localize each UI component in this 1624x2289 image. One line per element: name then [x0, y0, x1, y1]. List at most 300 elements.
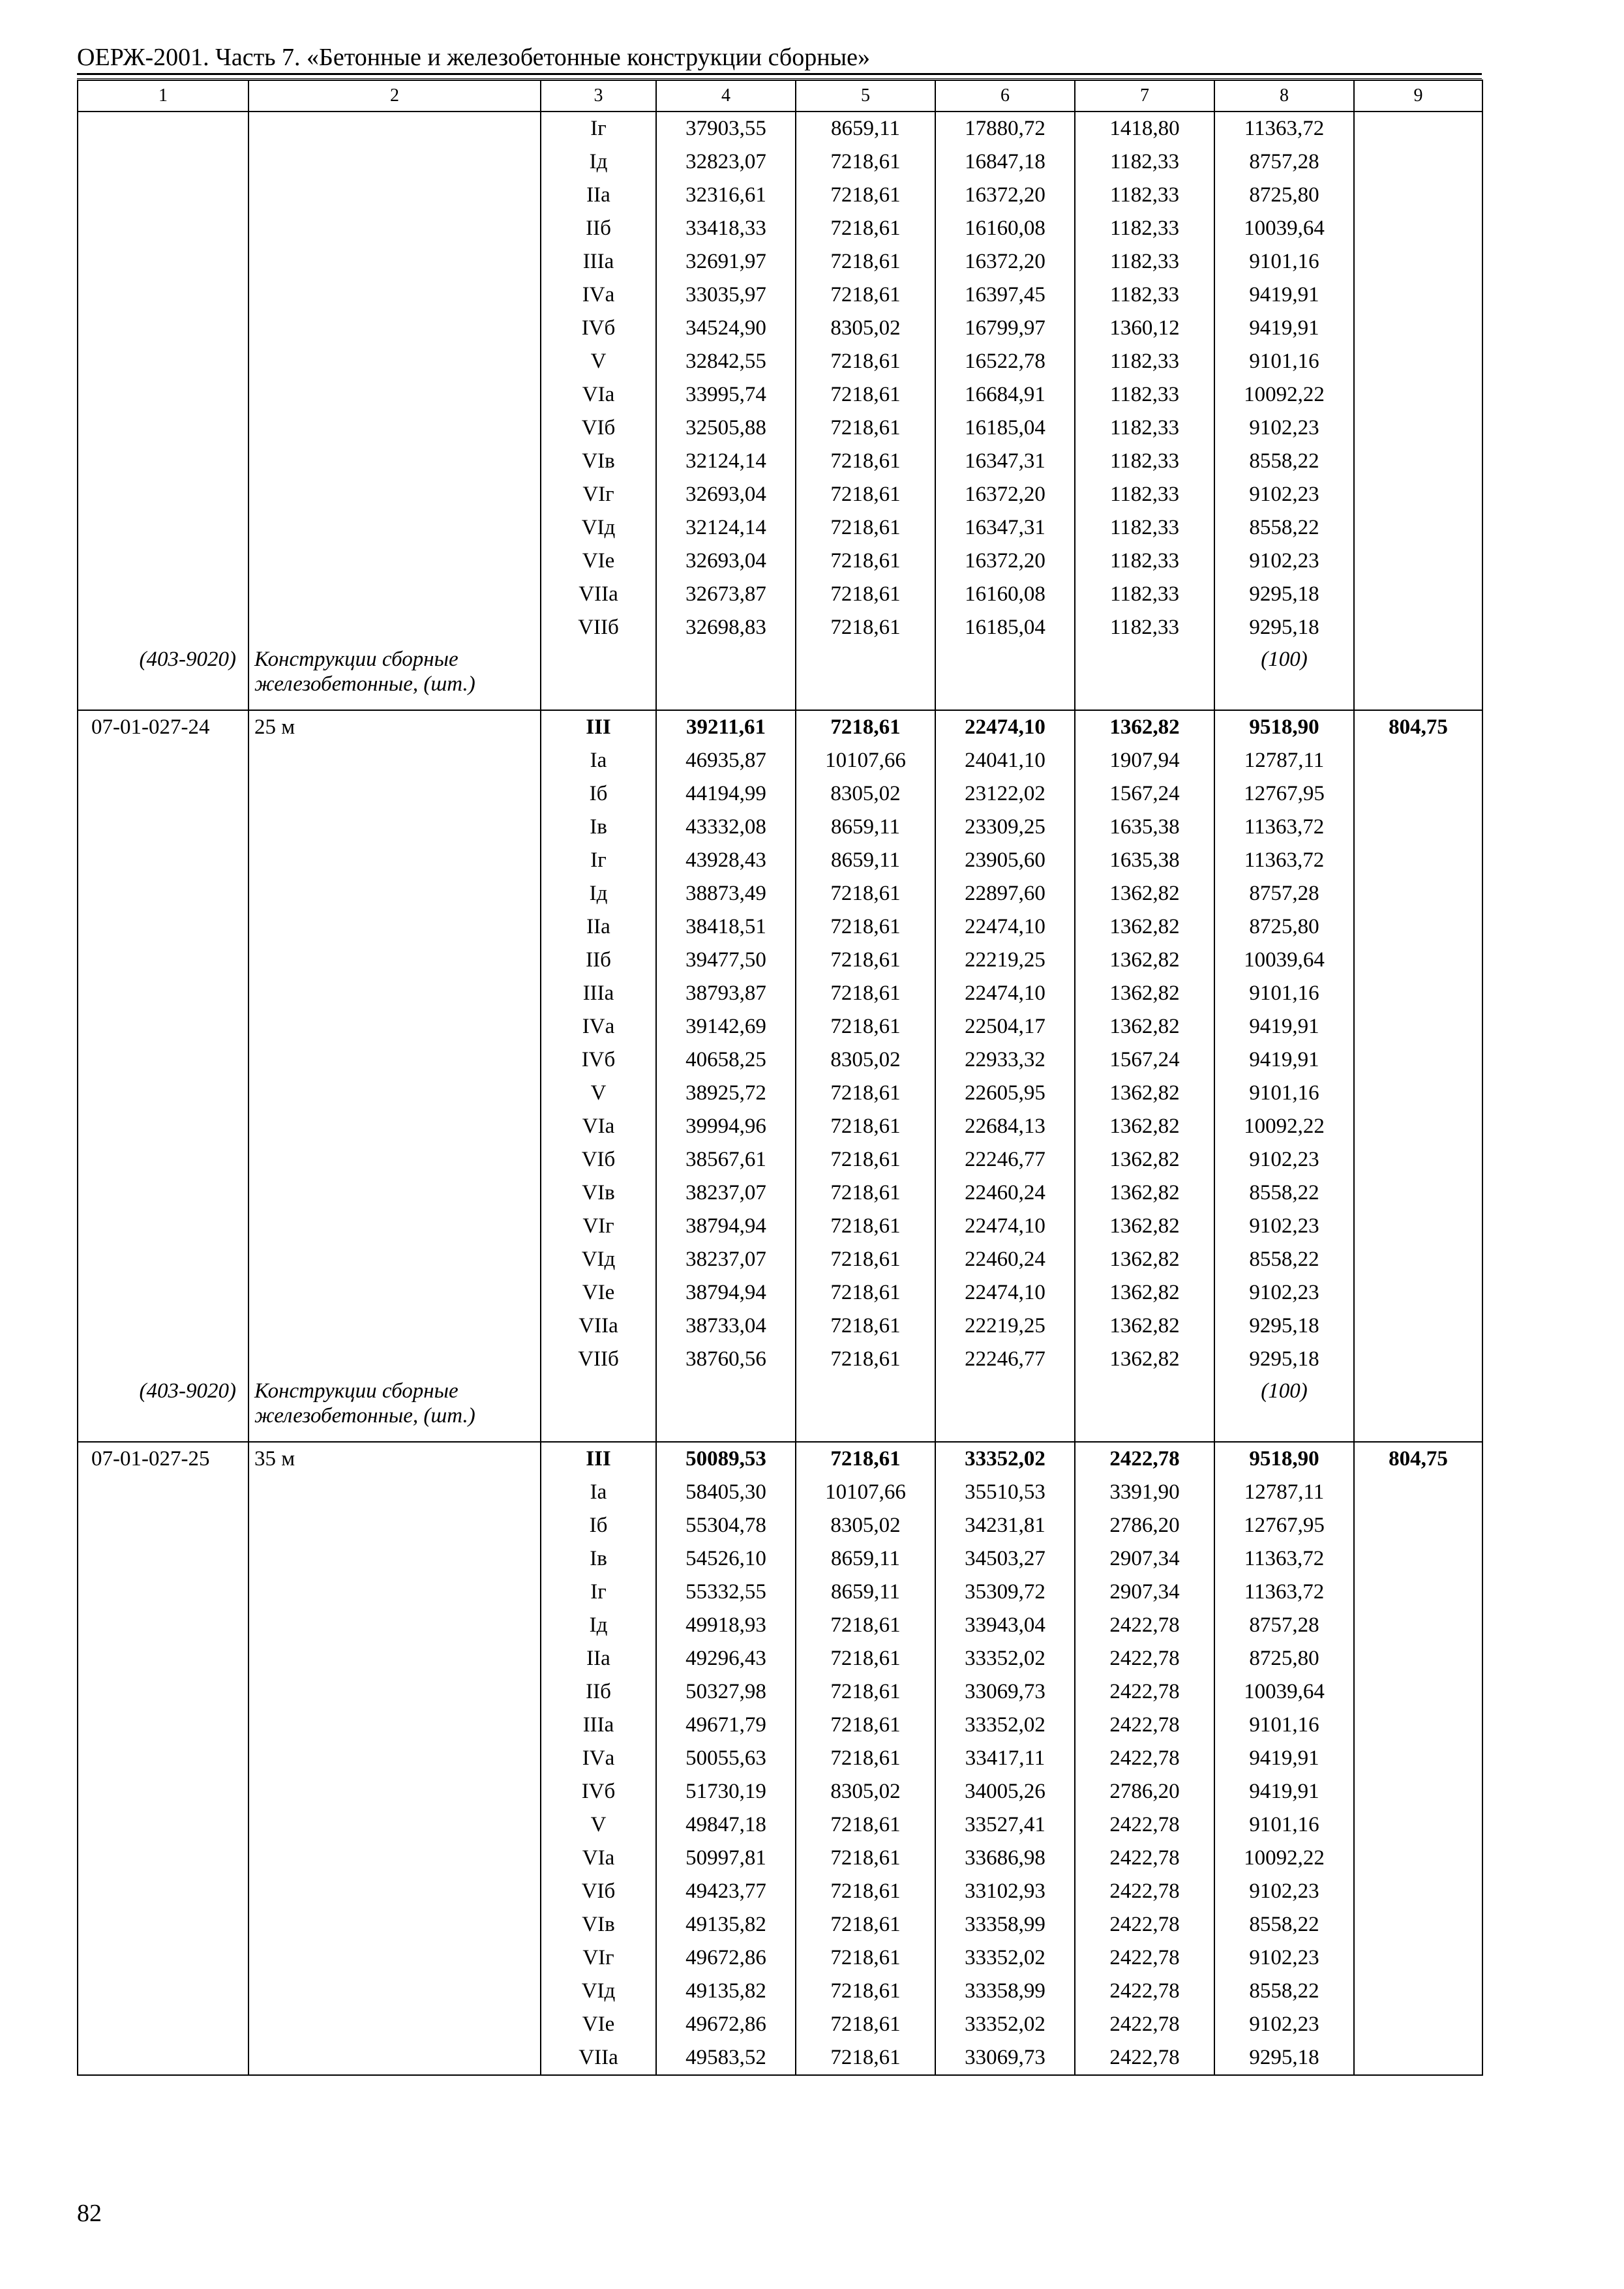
- table-row: [78, 1210, 1482, 1243]
- value-cell: 2422,78: [1075, 1609, 1214, 1642]
- table-row: [78, 345, 1482, 378]
- table-row: [78, 578, 1482, 611]
- value-cell: 23122,02: [935, 777, 1075, 811]
- value-cell: 7218,61: [796, 245, 935, 278]
- table-row: [78, 844, 1482, 877]
- empty-cell: [1354, 977, 1482, 1010]
- region-cell: V: [541, 345, 656, 378]
- table-row: [78, 1276, 1482, 1309]
- value-cell: 8659,11: [796, 811, 935, 844]
- empty-cell: [248, 844, 541, 877]
- value-cell: 46935,87: [656, 744, 796, 777]
- column-header: 3: [541, 80, 656, 112]
- value-cell: 8305,02: [796, 1509, 935, 1542]
- value-cell: 16372,20: [935, 478, 1075, 511]
- value-cell: 8558,22: [1214, 511, 1354, 545]
- empty-cell: [1354, 1908, 1482, 1941]
- empty-cell: [78, 578, 248, 611]
- value-cell: 1182,33: [1075, 478, 1214, 511]
- value-cell: 22246,77: [935, 1143, 1075, 1176]
- value-cell: 33686,98: [935, 1842, 1075, 1875]
- empty-cell: [248, 1476, 541, 1509]
- value-cell: 7218,61: [796, 445, 935, 478]
- region-cell: VIд: [541, 1975, 656, 2008]
- value-cell: 7218,61: [796, 1243, 935, 1276]
- empty-cell: [248, 1077, 541, 1110]
- value-cell: 54526,10: [656, 1542, 796, 1576]
- value-cell: 7218,61: [796, 1875, 935, 1908]
- region-cell: III: [541, 710, 656, 744]
- empty-cell: [1354, 1309, 1482, 1343]
- value-cell: 22605,95: [935, 1077, 1075, 1110]
- value-cell: 8558,22: [1214, 1243, 1354, 1276]
- resource-qty: (100): [1214, 644, 1354, 710]
- table-row: [78, 1908, 1482, 1941]
- value-cell: 9101,16: [1214, 245, 1354, 278]
- empty-cell: [248, 1110, 541, 1143]
- table-row: [78, 1343, 1482, 1376]
- empty-cell: [248, 1010, 541, 1043]
- empty-cell: [1354, 1742, 1482, 1775]
- empty-cell: [78, 1077, 248, 1110]
- value-cell: 1362,82: [1075, 1110, 1214, 1143]
- value-cell: 1418,80: [1075, 112, 1214, 145]
- empty-cell: [1354, 411, 1482, 445]
- value-cell: 33069,73: [935, 2041, 1075, 2075]
- empty-cell: [78, 1210, 248, 1243]
- empty-cell: [1354, 1775, 1482, 1808]
- empty-cell: [78, 511, 248, 545]
- empty-cell: [1354, 1476, 1482, 1509]
- header-rule-thin: [77, 78, 1482, 79]
- value-cell: 43332,08: [656, 811, 796, 844]
- value-cell: 1182,33: [1075, 611, 1214, 644]
- header-rule: [77, 73, 1482, 75]
- value-cell: 17880,72: [935, 112, 1075, 145]
- value-cell: 2422,78: [1075, 1642, 1214, 1675]
- empty-cell: [78, 611, 248, 644]
- empty-cell: [656, 1376, 796, 1442]
- value-cell: 7218,61: [796, 345, 935, 378]
- empty-cell: [78, 212, 248, 245]
- value-cell: 1182,33: [1075, 179, 1214, 212]
- value-cell: 9102,23: [1214, 545, 1354, 578]
- empty-cell: [248, 1742, 541, 1775]
- empty-cell: [248, 1576, 541, 1609]
- empty-cell: [248, 1176, 541, 1210]
- region-cell: VIб: [541, 411, 656, 445]
- value-cell: 22460,24: [935, 1176, 1075, 1210]
- value-cell: 7218,61: [796, 1808, 935, 1842]
- table-row: [78, 445, 1482, 478]
- region-cell: IVб: [541, 1775, 656, 1808]
- empty-cell: [1354, 611, 1482, 644]
- value-cell: 1360,12: [1075, 312, 1214, 345]
- table-row: [78, 744, 1482, 777]
- resource-name: Конструкции сборные железобетонные, (шт.): [248, 1376, 541, 1442]
- value-cell: 39142,69: [656, 1010, 796, 1043]
- value-cell: 2422,78: [1075, 1742, 1214, 1775]
- empty-cell: [1354, 478, 1482, 511]
- region-cell: VIв: [541, 1908, 656, 1941]
- region-cell: IIIа: [541, 977, 656, 1010]
- table-row: [78, 212, 1482, 245]
- value-cell: 1182,33: [1075, 212, 1214, 245]
- table-row: [78, 378, 1482, 411]
- value-cell: 22219,25: [935, 944, 1075, 977]
- empty-cell: [248, 1509, 541, 1542]
- region-cell: IVа: [541, 1010, 656, 1043]
- region-cell: Iб: [541, 777, 656, 811]
- empty-cell: [935, 1376, 1075, 1442]
- empty-cell: [248, 944, 541, 977]
- value-cell: 1362,82: [1075, 1276, 1214, 1309]
- value-cell: 7218,61: [796, 1309, 935, 1343]
- empty-cell: [78, 112, 248, 145]
- empty-cell: [1354, 179, 1482, 212]
- value-cell: 2907,34: [1075, 1576, 1214, 1609]
- empty-cell: [1354, 1709, 1482, 1742]
- region-cell: Iг: [541, 844, 656, 877]
- value-cell: 1362,82: [1075, 1210, 1214, 1243]
- value-cell: 38760,56: [656, 1343, 796, 1376]
- value-cell: 1182,33: [1075, 445, 1214, 478]
- value-cell: 1362,82: [1075, 1176, 1214, 1210]
- value-cell: 49583,52: [656, 2041, 796, 2075]
- region-cell: V: [541, 1808, 656, 1842]
- value-cell: 49671,79: [656, 1709, 796, 1742]
- value-cell: 7218,61: [796, 1442, 935, 1476]
- table-row: [78, 1941, 1482, 1975]
- item-name: 35 м: [248, 1442, 541, 1476]
- empty-cell: [248, 2008, 541, 2041]
- value-cell: 8558,22: [1214, 1908, 1354, 1941]
- table-row: [78, 811, 1482, 844]
- value-cell: 7218,61: [796, 2041, 935, 2075]
- empty-cell: [796, 644, 935, 710]
- region-cell: IIб: [541, 944, 656, 977]
- value-cell: 7218,61: [796, 611, 935, 644]
- value-cell: 16160,08: [935, 578, 1075, 611]
- value-cell: 50055,63: [656, 1742, 796, 1775]
- value-cell: 1362,82: [1075, 1309, 1214, 1343]
- empty-cell: [541, 1376, 656, 1442]
- value-cell: 7218,61: [796, 1343, 935, 1376]
- value-cell: 2786,20: [1075, 1509, 1214, 1542]
- empty-cell: [1075, 644, 1214, 710]
- value-cell: 16185,04: [935, 611, 1075, 644]
- empty-cell: [78, 2041, 248, 2075]
- region-cell: VIа: [541, 1110, 656, 1143]
- table-row: [78, 1110, 1482, 1143]
- value-cell: 22246,77: [935, 1343, 1075, 1376]
- value-cell: 22460,24: [935, 1243, 1075, 1276]
- value-cell: 9295,18: [1214, 2041, 1354, 2075]
- value-cell: 10092,22: [1214, 378, 1354, 411]
- empty-cell: [656, 644, 796, 710]
- value-cell: 32124,14: [656, 445, 796, 478]
- empty-cell: [1354, 245, 1482, 278]
- empty-cell: [78, 1808, 248, 1842]
- value-cell: 16347,31: [935, 511, 1075, 545]
- value-cell: 7218,61: [796, 1709, 935, 1742]
- empty-cell: [248, 1675, 541, 1709]
- value-cell: 34524,90: [656, 312, 796, 345]
- empty-cell: [1354, 1176, 1482, 1210]
- table-row: [78, 1509, 1482, 1542]
- value-cell: 34231,81: [935, 1509, 1075, 1542]
- region-cell: IIа: [541, 179, 656, 212]
- value-cell: 8305,02: [796, 1043, 935, 1077]
- value-cell: 8757,28: [1214, 145, 1354, 179]
- value-cell: 8558,22: [1214, 1176, 1354, 1210]
- value-cell: 50997,81: [656, 1842, 796, 1875]
- empty-cell: [248, 1842, 541, 1875]
- value-cell: 9101,16: [1214, 1077, 1354, 1110]
- region-cell: VIIб: [541, 611, 656, 644]
- empty-cell: [78, 910, 248, 944]
- table-row: [78, 1742, 1482, 1775]
- empty-cell: [248, 1343, 541, 1376]
- value-cell: 9518,90: [1214, 1442, 1354, 1476]
- value-cell: 7218,61: [796, 910, 935, 944]
- value-cell: 9101,16: [1214, 1709, 1354, 1742]
- value-cell: 39211,61: [656, 710, 796, 744]
- value-cell: 7218,61: [796, 545, 935, 578]
- value-cell: 35510,53: [935, 1476, 1075, 1509]
- resource-code: (403-9020): [78, 1376, 248, 1442]
- region-cell: IIб: [541, 212, 656, 245]
- empty-cell: [78, 1010, 248, 1043]
- table-row: [78, 1309, 1482, 1343]
- empty-cell: [1354, 1210, 1482, 1243]
- value-cell: 2422,78: [1075, 1709, 1214, 1742]
- empty-cell: [78, 245, 248, 278]
- value-cell: 2422,78: [1075, 1975, 1214, 2008]
- value-cell: 1182,33: [1075, 145, 1214, 179]
- value-cell: 9102,23: [1214, 1143, 1354, 1176]
- table-row: [78, 1675, 1482, 1709]
- empty-cell: [248, 2041, 541, 2075]
- empty-cell: [78, 1343, 248, 1376]
- value-cell: 49296,43: [656, 1642, 796, 1675]
- empty-cell: [1354, 1243, 1482, 1276]
- region-cell: VIв: [541, 1176, 656, 1210]
- value-cell: 49847,18: [656, 1808, 796, 1842]
- value-cell: 9419,91: [1214, 278, 1354, 312]
- value-cell: 22474,10: [935, 1210, 1075, 1243]
- region-cell: VIа: [541, 378, 656, 411]
- empty-cell: [248, 1043, 541, 1077]
- value-cell: 16684,91: [935, 378, 1075, 411]
- value-cell: 1362,82: [1075, 877, 1214, 910]
- empty-cell: [78, 1542, 248, 1576]
- empty-cell: [1354, 1110, 1482, 1143]
- empty-cell: [248, 445, 541, 478]
- value-cell: 33035,97: [656, 278, 796, 312]
- region-cell: VIд: [541, 511, 656, 545]
- empty-cell: [248, 1941, 541, 1975]
- empty-cell: [1354, 545, 1482, 578]
- table-row: [78, 710, 1482, 744]
- value-cell: 33417,11: [935, 1742, 1075, 1775]
- value-cell: 9295,18: [1214, 1343, 1354, 1376]
- value-cell: 11363,72: [1214, 1576, 1354, 1609]
- value-cell: 7218,61: [796, 944, 935, 977]
- value-cell: 8659,11: [796, 844, 935, 877]
- resource-qty: (100): [1214, 1376, 1354, 1442]
- value-cell: 32698,83: [656, 611, 796, 644]
- empty-cell: [1354, 1043, 1482, 1077]
- value-cell: 32673,87: [656, 578, 796, 611]
- region-cell: Iд: [541, 145, 656, 179]
- empty-cell: [248, 1875, 541, 1908]
- empty-cell: [248, 1908, 541, 1941]
- value-cell: 7218,61: [796, 2008, 935, 2041]
- region-cell: VIIб: [541, 1343, 656, 1376]
- empty-cell: [248, 1775, 541, 1808]
- empty-cell: [248, 278, 541, 312]
- value-cell: 33352,02: [935, 1442, 1075, 1476]
- value-cell: 49423,77: [656, 1875, 796, 1908]
- empty-cell: [248, 112, 541, 145]
- value-cell: 33352,02: [935, 1642, 1075, 1675]
- table-row: [78, 1442, 1482, 1476]
- value-cell: 9101,16: [1214, 1808, 1354, 1842]
- value-cell: 9102,23: [1214, 1276, 1354, 1309]
- value-cell: 43928,43: [656, 844, 796, 877]
- region-cell: VIе: [541, 2008, 656, 2041]
- empty-cell: [78, 478, 248, 511]
- empty-cell: [1354, 1842, 1482, 1875]
- value-cell: 22684,13: [935, 1110, 1075, 1143]
- table-row: [78, 1010, 1482, 1043]
- table-row: [78, 511, 1482, 545]
- value-cell: 16372,20: [935, 545, 1075, 578]
- empty-cell: [1075, 1376, 1214, 1442]
- value-cell: 37903,55: [656, 112, 796, 145]
- value-cell: 8757,28: [1214, 1609, 1354, 1642]
- empty-cell: [248, 245, 541, 278]
- value-cell: 1182,33: [1075, 378, 1214, 411]
- value-cell: 2907,34: [1075, 1542, 1214, 1576]
- value-cell: 22219,25: [935, 1309, 1075, 1343]
- value-cell: 1907,94: [1075, 744, 1214, 777]
- value-cell: 2422,78: [1075, 1908, 1214, 1941]
- resource-code: (403-9020): [78, 644, 248, 710]
- table-row: [78, 1243, 1482, 1276]
- empty-cell: [1354, 1276, 1482, 1309]
- region-cell: Iа: [541, 744, 656, 777]
- value-cell: 7218,61: [796, 1675, 935, 1709]
- value-cell: 7218,61: [796, 212, 935, 245]
- value-cell: 22474,10: [935, 1276, 1075, 1309]
- table-row: [78, 1709, 1482, 1742]
- column-header-row: [78, 80, 1482, 112]
- region-cell: IVб: [541, 1043, 656, 1077]
- value-cell: 33069,73: [935, 1675, 1075, 1709]
- empty-cell: [248, 179, 541, 212]
- value-cell: 38237,07: [656, 1176, 796, 1210]
- column-header: 9: [1354, 80, 1482, 112]
- value-cell: 1362,82: [1075, 1077, 1214, 1110]
- table-row: [78, 245, 1482, 278]
- value-cell: 9295,18: [1214, 611, 1354, 644]
- region-cell: III: [541, 1442, 656, 1476]
- value-cell: 10092,22: [1214, 1842, 1354, 1875]
- value-cell: 32691,97: [656, 245, 796, 278]
- column-header: 6: [935, 80, 1075, 112]
- column-header: 4: [656, 80, 796, 112]
- value-cell: 51730,19: [656, 1775, 796, 1808]
- region-cell: Iа: [541, 1476, 656, 1509]
- value-cell: 1567,24: [1075, 1043, 1214, 1077]
- value-cell: 7218,61: [796, 1210, 935, 1243]
- empty-cell: [1354, 112, 1482, 145]
- table-row: [78, 278, 1482, 312]
- value-cell: 38567,61: [656, 1143, 796, 1176]
- value-cell: 2422,78: [1075, 2008, 1214, 2041]
- table-row: [78, 312, 1482, 345]
- value-cell: 2422,78: [1075, 1808, 1214, 1842]
- value-cell: 16847,18: [935, 145, 1075, 179]
- value-cell: 16160,08: [935, 212, 1075, 245]
- value-cell: 38418,51: [656, 910, 796, 944]
- value-cell: 22474,10: [935, 910, 1075, 944]
- region-cell: VIг: [541, 1941, 656, 1975]
- value-cell: 7218,61: [796, 1642, 935, 1675]
- empty-cell: [78, 1143, 248, 1176]
- value-cell: 33352,02: [935, 1941, 1075, 1975]
- empty-cell: [248, 1276, 541, 1309]
- table-row: [78, 411, 1482, 445]
- region-cell: IVа: [541, 1742, 656, 1775]
- value-cell: 12767,95: [1214, 1509, 1354, 1542]
- region-cell: VIв: [541, 445, 656, 478]
- empty-cell: [1354, 1376, 1482, 1442]
- empty-cell: [248, 811, 541, 844]
- value-cell: 2422,78: [1075, 1941, 1214, 1975]
- empty-cell: [78, 1842, 248, 1875]
- value-cell: 7218,61: [796, 578, 935, 611]
- empty-cell: [1354, 312, 1482, 345]
- empty-cell: [78, 1476, 248, 1509]
- empty-cell: [248, 611, 541, 644]
- empty-cell: [1354, 2041, 1482, 2075]
- empty-cell: [1354, 877, 1482, 910]
- empty-cell: [78, 145, 248, 179]
- value-cell: 10107,66: [796, 744, 935, 777]
- value-cell: 33943,04: [935, 1609, 1075, 1642]
- table-row: [78, 777, 1482, 811]
- table-row: [78, 2041, 1482, 2075]
- value-cell: 32693,04: [656, 478, 796, 511]
- value-cell: 7218,61: [796, 411, 935, 445]
- value-cell: 9102,23: [1214, 2008, 1354, 2041]
- empty-cell: [78, 944, 248, 977]
- empty-cell: [78, 1309, 248, 1343]
- region-cell: IIа: [541, 910, 656, 944]
- empty-cell: [78, 1509, 248, 1542]
- table-row: [78, 145, 1482, 179]
- value-cell: 8305,02: [796, 1775, 935, 1808]
- value-cell: 33995,74: [656, 378, 796, 411]
- value-cell: 22474,10: [935, 977, 1075, 1010]
- empty-cell: [1354, 345, 1482, 378]
- value-cell: 16522,78: [935, 345, 1075, 378]
- value-cell: 35309,72: [935, 1576, 1075, 1609]
- region-cell: VIIа: [541, 1309, 656, 1343]
